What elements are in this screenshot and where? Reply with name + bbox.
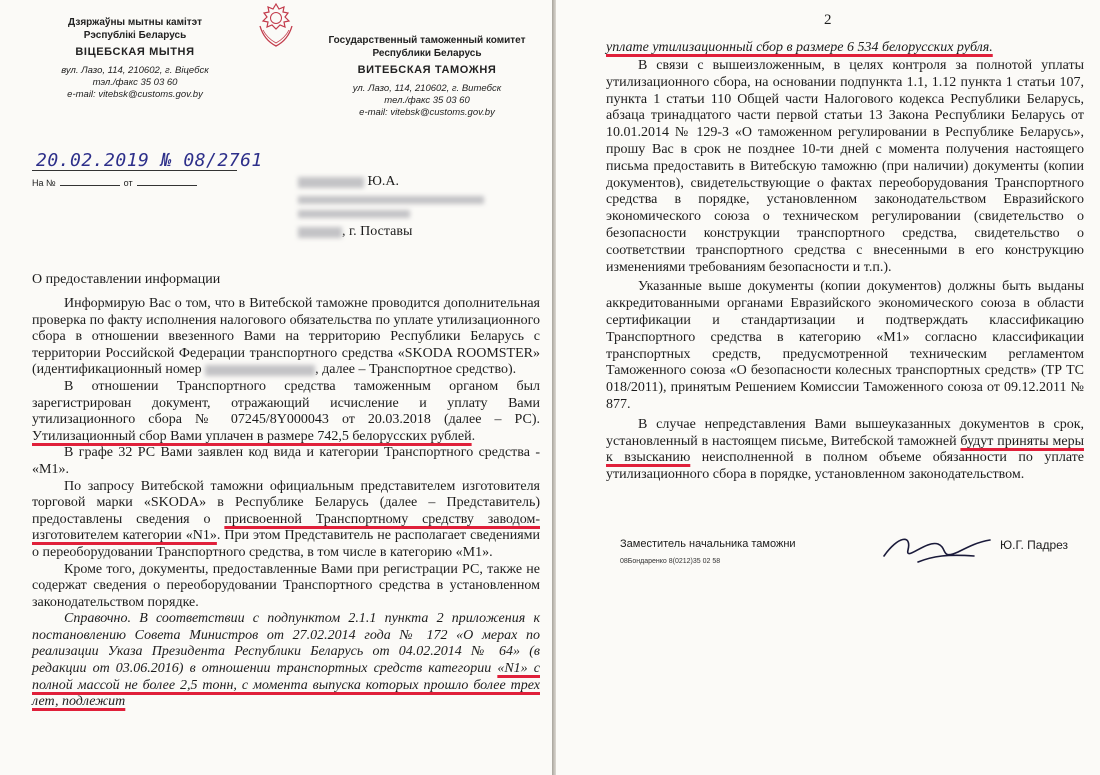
signer-title: Заместитель начальника таможни: [620, 538, 796, 550]
belarus-emblem-icon: [254, 2, 298, 48]
redacted-surname: [298, 177, 364, 188]
redacted-address: [298, 196, 484, 204]
header-org: Государственный таможенный комитет: [328, 35, 526, 46]
paragraph: В случае непредставления Вами вышеуказанных документов в срок, установленный в настоящем письме, Витебской таможней будут приняты меры к взысканию неисполненной в полном объеме обязанности по уплате утилизационного сбора в порядке, установленном законодательством.: [606, 416, 1084, 483]
ref-line: [60, 185, 120, 186]
redacted-postcode: [298, 227, 342, 238]
header-address: ул. Лазо, 114, 210602, г. Витебск: [352, 83, 502, 94]
header-belarusian: [30, 16, 240, 101]
header-city: ВИТЕБСКАЯ ТАМОЖНЯ: [357, 64, 497, 76]
highlight-underline: присвоенной Транспортному средству заводом-изготовителем категории «N1»: [32, 511, 540, 544]
recipient-city: , г. Поставы: [342, 224, 413, 239]
handwritten-signature-icon: [878, 526, 998, 570]
header-address: вул. Лазо, 114, 210602, г. Віцебск: [61, 65, 209, 76]
header-email: e-mail: vitebsk@customs.gov.by: [359, 107, 495, 118]
header-tel: тел./факс 35 03 60: [384, 95, 470, 106]
header-tel: тэл./факс 35 03 60: [92, 77, 178, 88]
redacted-vin: [205, 365, 315, 376]
paragraph-reference: Справочно. В соответствии с подпунктом 2.1.1 пункта 2 приложения к постановлению Совета Министров от 27.02.2014 года № 172 «О мерах по реализации Указа Президента Республики Беларусь от 04.02.2014 № 64» (в редакции от 03.06.2016) в отношении транспортных средств категории «N1» с полной массой не более 2,5 тонн, с момента выпуска которых прошло более трех лет, подлежит: [32, 611, 540, 710]
highlight-underline: уплате утилизационный сбор в размере 6 534 белорусских рубля.: [606, 40, 993, 55]
top-line: [606, 40, 1084, 56]
recipient-block: [298, 171, 538, 243]
ref-from: от: [123, 178, 133, 188]
signature-row: [620, 532, 1090, 572]
letter-body-page-2: [606, 58, 1084, 484]
highlight-underline: Утилизационный сбор Вами уплачен в размере 742,5 белорусских рублей: [32, 428, 472, 444]
paragraph: Кроме того, документы, предоставленные Вами при регистрации РС, также не содержат сведения о переоборудовании Транспортного средства в установленном законодательством порядке.: [32, 561, 540, 610]
highlight-underline: «N1» с полной массой не более 2,5 тонн, с момента выпуска которых прошло более трех лет, подлежит: [32, 661, 540, 710]
ref-label: На №: [32, 178, 56, 188]
letter-page-2: [556, 0, 1100, 775]
header-city: ВІЦЕБСКАЯ МЫТНЯ: [75, 46, 195, 58]
page-number: 2: [824, 12, 832, 28]
paragraph: В отношении Транспортного средства таможенным органом был зарегистрирован документ, отражающий исчисление и уплату Вами утилизационного сбора № 07245/8Y000043 от 20.03.2018 (далее – РС). Утилизационный сбор Вами уплачен в размере 742,5 белорусских рублей.: [32, 378, 540, 444]
highlight-underline: будут приняты меры к взысканию: [606, 433, 1084, 466]
header-email: e-mail: vitebsk@customs.gov.by: [67, 89, 203, 100]
paragraph: Информирую Вас о том, что в Витебской таможне проводится дополнительная проверка по факту исполнения налогового обязательства по уплате утилизационного сбора в отношении ввезенного Вами на территорию Республики Беларусь с территории Российской Федерации транспортного средства «SKODA ROOMSTER» (идентификационный номер , далее – Транспортное средство).: [32, 296, 540, 378]
header-org: Дзяржаўны мытны камітэт: [68, 17, 202, 28]
date-underline: [32, 170, 237, 171]
paragraph: Указанные выше документы (копии документов) должны быть выданы аккредитованными органами Евразийского экономического союза в области сертификации и стандартизации и подтверждать классификацию Транспортного средства в категорию «M1» согласно классификации транспортных средств, предусмотренной техническим регламентом Таможенного союза «О безопасности колесных транспортных средств» (ТР ТС 018/2011), принятым Решением Комиссии Таможенного союза от 09.12.2011 № 877.: [606, 279, 1084, 412]
handwritten-date-number: 20.02.2019 № 08/2761: [36, 150, 263, 171]
header-country: Республики Беларусь: [372, 48, 482, 59]
redacted-address: [298, 210, 410, 218]
executor-info: 08Бондаренко 8(0212)35 02 58: [620, 558, 721, 565]
paragraph: По запросу Витебской таможни официальным представителем изготовителя торговой марки «SKODA» в Республике Беларусь (далее – Представитель) предоставлены сведения о присвоенной Транспортному средству заводом-изготовителем категории «N1». При этом Представитель не располагает сведениями о переоборудовании Транспортного средства, в том числе в категорию «M1».: [32, 478, 540, 560]
signer-name: Ю.Г. Падрез: [1000, 538, 1069, 552]
letter-body-page-1: [32, 296, 540, 711]
ref-line: [137, 185, 197, 186]
letter-subject: О предоставлении информации: [32, 272, 221, 287]
reference-row: [32, 178, 197, 188]
paragraph: В графе 32 РС Вами заявлен код вида и категории Транспортного средства - «M1».: [32, 445, 540, 477]
header-country: Рэспублікі Беларусь: [83, 30, 187, 41]
paragraph: В связи с вышеизложенным, в целях контроля за полнотой уплаты утилизационного сбора, на основании подпункта 1.1, 1.12 пункта 1 статьи 107, пункта 1 статьи 110 Общей части Налогового кодекса Республики Беларусь, абзаца тринадцатого части первой статьи 13 Закона Республики Беларусь от 10.01.2014 № 129-З «О таможенном регулировании в Республике Беларусь», прошу Вас в срок не позднее 10-ти дней с момента получения настоящего письма предоставить в Витебскую таможню (при наличии) документы (копии документов), свидетельствующие о фактах переоборудования Транспортного средства в порядке, установленном законодательством Евразийского экономического союза о техническом регулировании (свидетельство о безопасности конструкции транспортного средства, свидетельство о соответствии транспортного средства с внесенными в его конструкцию изменениями требованиям безопасности и т.п.).: [606, 58, 1084, 275]
recipient-initials: Ю.А.: [367, 174, 399, 189]
header-russian: [316, 34, 538, 119]
